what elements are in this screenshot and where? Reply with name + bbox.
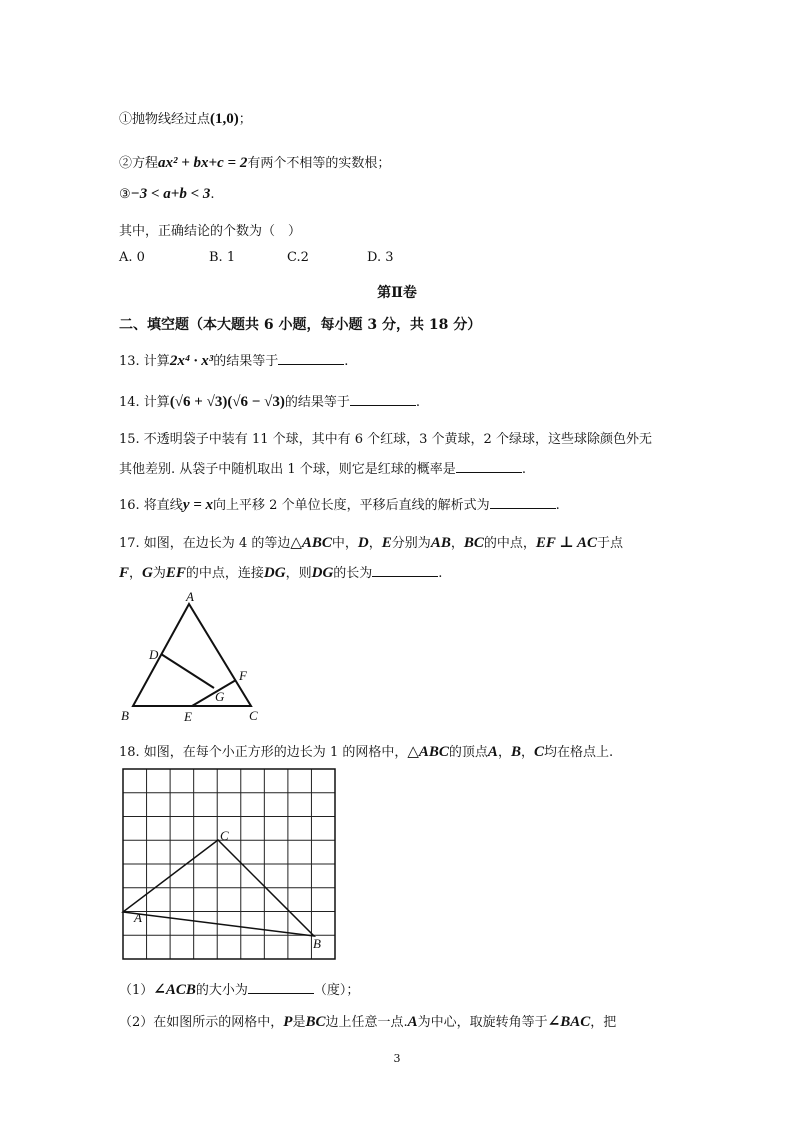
figure-17-triangle xyxy=(115,588,275,726)
page-number: 3 xyxy=(393,1052,401,1065)
inequality: −3 < a+b < 3 xyxy=(130,186,211,202)
question-17-line1: 17. 如图，在边长为 4 的等边△ABC中，D，E分别为AB，BC的中点，EF ⊥ AC于点 xyxy=(119,535,623,551)
label-G: G xyxy=(215,689,225,704)
answer-blank[interactable] xyxy=(490,497,556,509)
segment-ef xyxy=(192,680,236,706)
answer-blank[interactable] xyxy=(372,565,438,577)
option-b: B. 1 xyxy=(209,250,236,265)
option-d: D. 3 xyxy=(367,250,394,265)
label-C: C xyxy=(249,708,258,723)
question-prompt: 其中，正确结论的个数为（ ） xyxy=(119,224,302,239)
option-c: C.2 xyxy=(287,250,309,265)
question-13: 13. 计算2x⁴ · x³的结果等于 . xyxy=(119,353,349,369)
options-row xyxy=(119,250,394,265)
grid-label-C: C xyxy=(220,828,229,843)
label-E: E xyxy=(184,709,192,724)
figure-18-grid xyxy=(110,764,342,964)
segment-de xyxy=(161,654,214,688)
section-heading: 二、填空题（本大题共 6 小题，每小题 3 分，共 18 分） xyxy=(119,317,482,333)
question-18-part2: （2）在如图所示的网格中，P是BC边上任意一点.A为中心，取旋转角等于∠BAC，把 xyxy=(119,1014,617,1030)
question-15-line1: 15. 不透明袋子中装有 11 个球，其中有 6 个红球，3 个黄球，2 个绿球，这些球除颜色外无 xyxy=(119,432,652,447)
label-B: B xyxy=(121,708,129,723)
answer-blank[interactable] xyxy=(456,461,522,473)
option-a: A. 0 xyxy=(119,250,145,265)
question-18: 18. 如图，在每个小正方形的边长为 1 的网格中，△ABC的顶点A，B，C均在格点上. xyxy=(119,744,614,760)
grid-label-B: B xyxy=(313,936,321,951)
section-title: 第Ⅱ卷 xyxy=(377,285,417,301)
label-F: F xyxy=(239,668,247,683)
question-15-line2: 其他差别. 从袋子中随机取出 1 个球，则它是红球的概率是 . xyxy=(119,462,526,477)
answer-blank[interactable] xyxy=(278,353,344,365)
question-18-part1: （1）∠ACB的大小为 （度）； xyxy=(119,982,360,998)
question-16: 16. 将直线y = x向上平移 2 个单位长度，平移后直线的解析式为 . xyxy=(119,497,560,513)
question-14: 14. 计算(√6 + √3)(√6 − √3)的结果等于 . xyxy=(119,394,420,410)
label-A: A xyxy=(186,589,194,604)
answer-blank[interactable] xyxy=(248,982,314,994)
statement-3: ③−3 < a+b < 3. xyxy=(119,186,215,202)
equation: ax² + bx+c = 2 xyxy=(158,155,248,171)
statement-2: ②方程ax² + bx+c = 2有两个不相等的实数根； xyxy=(119,155,391,171)
statement-1: ①抛物线经过点(1,0)； xyxy=(119,111,252,127)
question-17-line2: F，G为EF的中点，连接DG，则DG的长为 . xyxy=(119,565,443,581)
answer-blank[interactable] xyxy=(350,394,416,406)
point-1-0: (1,0) xyxy=(210,111,239,127)
label-D: D xyxy=(149,647,159,662)
grid-label-A: A xyxy=(134,910,142,925)
